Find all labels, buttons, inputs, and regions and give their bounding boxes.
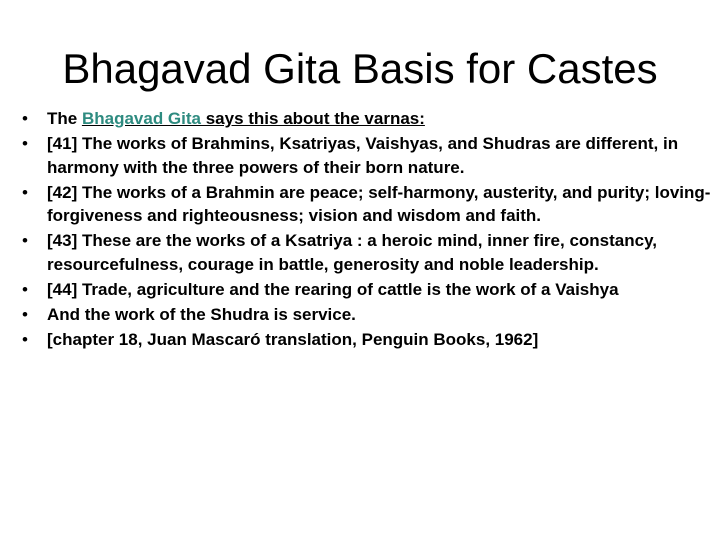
list-item xyxy=(22,303,712,327)
bhagavad-gita-link[interactable]: Bhagavad Gita xyxy=(81,109,201,128)
bullet-text: [chapter 18, Juan Mascaró translation, Penguin Books, 1962] xyxy=(47,329,539,349)
intro-prefix: The xyxy=(47,109,82,128)
list-item xyxy=(22,328,712,352)
bullet-icon: • xyxy=(22,329,28,349)
bullet-text: And the work of the Shudra is service. xyxy=(47,304,356,324)
bullet-text: [42] The works of a Brahmin are peace; self-harmony, austerity, and purity; loving-forgiveness and righteousness; vision and wisdom and faith. xyxy=(47,182,711,225)
slide-title: Bhagavad Gita Basis for Castes xyxy=(62,45,658,92)
intro-suffix: says this about the varnas: xyxy=(201,109,425,128)
bullet-icon: • xyxy=(22,182,28,202)
list-item xyxy=(22,181,712,228)
bullet-text: [44] Trade, agriculture and the rearing of cattle is the work of a Vaishya xyxy=(47,279,619,299)
bullet-icon: • xyxy=(22,304,28,324)
list-item-intro xyxy=(22,107,712,131)
bullet-text: [41] The works of Brahmins, Ksatriyas, Vaishyas, and Shudras are different, in harmony with the three powers of their born nature. xyxy=(47,134,679,177)
bullet-icon: • xyxy=(22,109,28,128)
bullet-list xyxy=(22,107,712,353)
bullet-icon: • xyxy=(22,279,28,299)
bullet-icon: • xyxy=(22,134,28,153)
bullet-text: [43] These are the works of a Ksatriya : a heroic mind, inner fire, constancy, resourcefulness, courage in battle, generosity and noble leadership. xyxy=(47,231,657,274)
bullet-text xyxy=(47,107,712,131)
list-item xyxy=(22,278,712,302)
list-item xyxy=(22,132,712,179)
bullet-icon: • xyxy=(22,231,28,250)
list-item xyxy=(22,229,712,276)
